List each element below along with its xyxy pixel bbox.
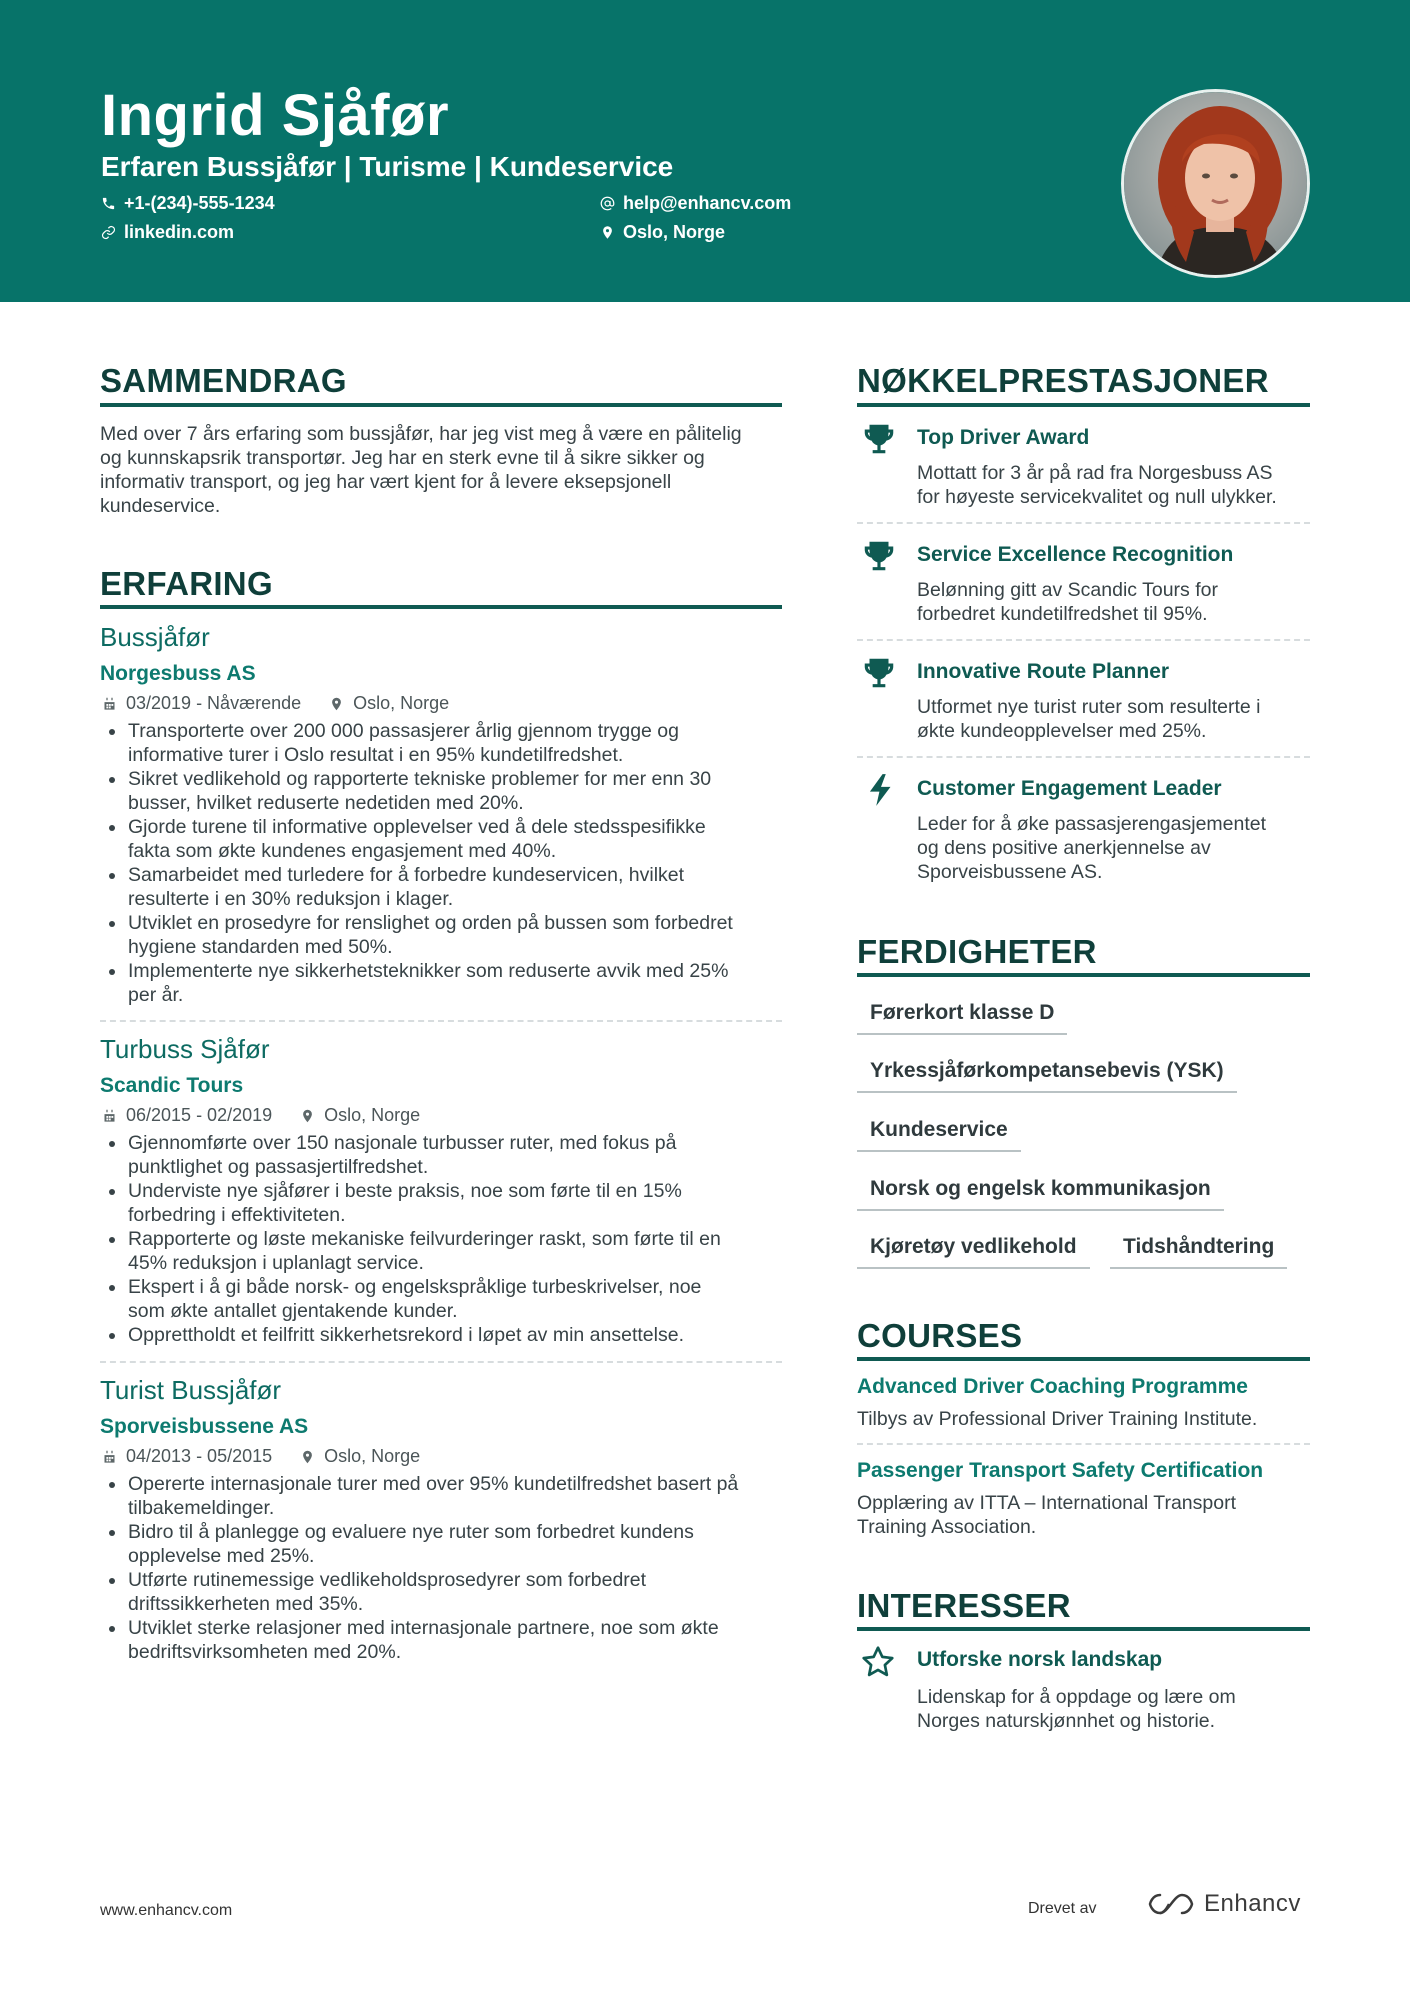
list-item: Utviklet en prosedyre for renslighet og orden på bussen som forbedret hygiene standarden med 50%. (100, 911, 790, 959)
enhancv-logo[interactable] (1148, 1890, 1301, 1918)
list-item: Utførte rutinemessige vedlikeholdsprosedyrer som forbedret driftssikkerheten med 35%. (100, 1568, 800, 1616)
skills-heading: FERDIGHETER (857, 933, 1097, 970)
interest-text (917, 1685, 1317, 1733)
phone-text: +1-(234)-555-1234 (124, 193, 275, 213)
summary-heading: SAMMENDRAG (100, 362, 347, 399)
footer-website-link[interactable]: www.enhancv.com (100, 1902, 233, 1919)
job-location (300, 1105, 420, 1126)
job-company: Norgesbuss AS (100, 662, 256, 685)
skill-tag: Norsk og engelsk kommunikasjon (857, 1177, 1224, 1211)
achievement-divider (857, 639, 1310, 641)
footer-powered-by: Drevet av (1028, 1900, 1097, 1917)
achievement-line: forbedret kundetilfredshet til 95%. (917, 603, 1208, 625)
location-pin-icon (300, 1449, 315, 1465)
location-pin-icon (329, 696, 344, 712)
list-item: Opprettholdt et feilfritt sikkerhetsrekord i løpet av min ansettelse. (100, 1323, 790, 1347)
skill-tag: Yrkessjåførkompetansebevis (YSK) (857, 1059, 1237, 1093)
list-item: Gjorde turene til informative opplevelser ved å dele stedsspesifikke fakta som økte kundenes engasjement med 40%. (100, 815, 790, 863)
job-role: Turist Bussjåfør (100, 1375, 282, 1405)
list-item: Bidro til å planlegge og evaluere nye ruter som forbedret kundens opplevelse med 25%. (100, 1520, 800, 1568)
job-divider (100, 1020, 782, 1022)
interest-line: Norges naturskjønnhet og historie. (917, 1710, 1216, 1732)
summary-text (100, 422, 790, 518)
candidate-tagline: Erfaren Bussjåfør | Turisme | Kundeservice (101, 151, 674, 182)
phone-icon (101, 196, 116, 211)
list-item: Samarbeidet med turledere for å forbedre kundeservicen, hvilket resulterte i en 30% reduksjon i klager. (100, 863, 790, 911)
interests-heading: INTERESSER (857, 1587, 1071, 1624)
summary-line: kundeservice. (100, 495, 221, 517)
job-dates: 04/2013 - 05/2015 (126, 1446, 273, 1466)
achievement-title: Innovative Route Planner (917, 660, 1170, 683)
job-bullets (100, 719, 790, 1007)
enhancv-logo-icon (1148, 1891, 1194, 1917)
course-text (857, 1491, 1310, 1539)
achievement-text (917, 695, 1317, 743)
course-line: Training Association. (857, 1516, 1037, 1538)
achievement-line: Utformet nye turist ruter som resulterte i (917, 696, 1261, 718)
skills-rule (857, 973, 1310, 977)
job-divider (100, 1361, 782, 1363)
skill-tag: Kundeservice (857, 1118, 1021, 1152)
job-bullets (100, 1472, 800, 1664)
job-location-text: Oslo, Norge (353, 693, 450, 713)
at-icon (600, 196, 615, 211)
experience-rule (100, 605, 782, 609)
job-dates: 06/2015 - 02/2019 (126, 1105, 273, 1125)
experience-heading: ERFARING (100, 565, 273, 602)
achievement-line: Leder for å øke passasjerengasjementet (917, 813, 1267, 835)
achievement-text (917, 578, 1317, 626)
list-item: Opererte internasjonale turer med over 95% kundetilfredshet basert på tilbakemeldinger. (100, 1472, 800, 1520)
job-company: Sporveisbussene AS (100, 1415, 309, 1438)
interest-line: Lidenskap for å oppdage og lære om (917, 1686, 1236, 1708)
location-pin-icon (600, 225, 615, 240)
calendar-icon (102, 1449, 117, 1465)
list-item: Gjennomførte over 150 nasjonale turbusser ruter, med fokus på punktlighet og passasjertilfredshet. (100, 1131, 790, 1179)
job-role: Turbuss Sjåfør (100, 1034, 270, 1064)
email-text: help@enhancv.com (623, 193, 792, 213)
list-item: Ekspert i å gi både norsk- og engelskspråklige turbeskrivelser, noe som økte antallet gjentakende kunder. (100, 1275, 790, 1323)
list-item: Underviste nye sjåfører i beste praksis, noe som førte til en 15% forbedring i effektiviteten. (100, 1179, 790, 1227)
achievement-line: og dens positive anerkjennelse av (917, 837, 1211, 859)
location-text: Oslo, Norge (623, 222, 726, 242)
job-meta (102, 1446, 420, 1467)
summary-line: Med over 7 års erfaring som bussjåfør, har jeg vist meg å være en pålitelig (100, 423, 742, 445)
courses-heading: COURSES (857, 1317, 1023, 1354)
calendar-icon (102, 696, 117, 712)
trophy-icon (860, 654, 898, 692)
course-line: Tilbys av Professional Driver Training Institute. (857, 1408, 1258, 1430)
job-location-text: Oslo, Norge (324, 1105, 421, 1125)
location-contact (600, 222, 725, 243)
achievement-divider (857, 756, 1310, 758)
candidate-name: Ingrid Sjåfør (101, 83, 450, 148)
job-role: Bussjåfør (100, 622, 210, 652)
achievement-text (917, 812, 1317, 884)
list-item: Sikret vedlikehold og rapporterte tekniske problemer for mer enn 30 busser, hvilket reduserte nedetiden med 20%. (100, 767, 790, 815)
skill-tag: Tidshåndtering (1110, 1235, 1287, 1269)
email-contact[interactable] (600, 193, 791, 214)
list-item: Implementerte nye sikkerhetsteknikker som reduserte avvik med 25% per år. (100, 959, 790, 1007)
header-banner (0, 0, 1410, 302)
skill-tag: Kjøretøy vedlikehold (857, 1235, 1090, 1269)
summary-rule (100, 403, 782, 407)
star-icon (860, 1644, 896, 1680)
course-text (857, 1407, 1310, 1431)
list-item: Transporterte over 200 000 passasjerer årlig gjennom trygge og informative turer i Oslo resultat i en 95% kundetilfredshet. (100, 719, 790, 767)
course-divider (857, 1443, 1310, 1445)
achievements-heading: NØKKELPRESTASJONER (857, 362, 1269, 399)
linkedin-text: linkedin.com (124, 222, 235, 242)
job-location (300, 1446, 420, 1467)
job-location-text: Oslo, Norge (324, 1446, 421, 1466)
job-company: Scandic Tours (100, 1074, 244, 1097)
job-meta (102, 1105, 420, 1126)
job-dates: 03/2019 - Nåværende (126, 693, 302, 713)
achievement-line: for høyeste servicekvalitet og null ulykker. (917, 486, 1277, 508)
linkedin-contact[interactable] (101, 222, 234, 243)
list-item: Utviklet sterke relasjoner med internasjonale partnere, noe som økte bedriftsvirksomheten med 20%. (100, 1616, 800, 1664)
course-title: Advanced Driver Coaching Programme (857, 1375, 1248, 1398)
location-pin-icon (300, 1108, 315, 1124)
job-location (329, 693, 449, 714)
achievement-line: Belønning gitt av Scandic Tours for (917, 579, 1218, 601)
achievements-rule (857, 403, 1310, 407)
achievement-title: Customer Engagement Leader (917, 777, 1222, 800)
enhancv-logo-text: Enhancv (1204, 1890, 1301, 1917)
profile-photo (1121, 89, 1310, 278)
phone-contact[interactable] (101, 193, 275, 214)
course-line: Opplæring av ITTA – International Transport (857, 1492, 1236, 1514)
achievement-text (917, 461, 1317, 509)
achievement-title: Service Excellence Recognition (917, 543, 1234, 566)
lightning-icon (862, 771, 900, 809)
summary-line: og kunnskapsrik transportør. Jeg har en sterk evne til å sikre sikker og (100, 447, 705, 469)
achievement-line: økte kundeopplevelser med 25%. (917, 720, 1207, 742)
link-icon (101, 225, 116, 240)
interests-rule (857, 1627, 1310, 1631)
job-bullets (100, 1131, 790, 1347)
achievement-title: Top Driver Award (917, 426, 1090, 449)
list-item: Rapporterte og løste mekaniske feilvurderinger raskt, som førte til en 45% reduksjon i uplanlagt service. (100, 1227, 790, 1275)
summary-line: informativ transport, og jeg har vært kjent for å levere eksepsjonell (100, 471, 672, 493)
trophy-icon (860, 420, 898, 458)
calendar-icon (102, 1108, 117, 1124)
achievement-line: Mottatt for 3 år på rad fra Norgesbuss AS (917, 462, 1273, 484)
achievement-divider (857, 522, 1310, 524)
skill-tag: Førerkort klasse D (857, 1001, 1067, 1035)
interest-title: Utforske norsk landskap (917, 1648, 1163, 1671)
portrait-image (1124, 92, 1310, 278)
job-meta (102, 693, 449, 714)
course-title: Passenger Transport Safety Certification (857, 1459, 1264, 1482)
achievement-line: Sporveisbussene AS. (917, 861, 1103, 883)
trophy-icon (860, 537, 898, 575)
courses-rule (857, 1357, 1310, 1361)
